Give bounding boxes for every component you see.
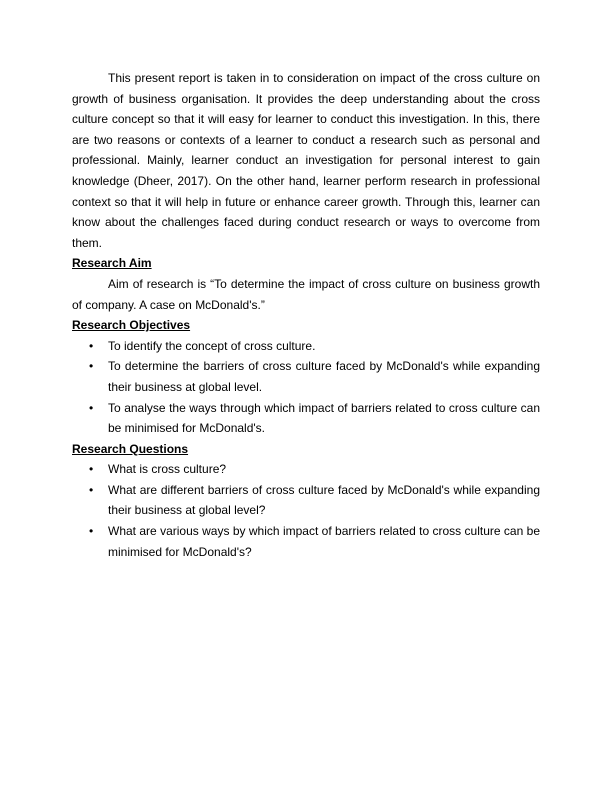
objective-text: To determine the barriers of cross culture faced by McDonald's while expanding their business at global level. — [108, 359, 540, 394]
bullet-icon: • — [89, 359, 94, 374]
question-item — [72, 521, 540, 562]
bullet-icon: • — [89, 524, 94, 539]
research-questions-heading: Research Questions — [72, 441, 189, 456]
research-aim-text: Aim of research is “To determine the impact of cross culture on business growth of company. A case on McDonald's.” — [72, 276, 540, 312]
bullet-icon: • — [89, 338, 94, 353]
question-item — [72, 459, 540, 480]
objective-item — [72, 398, 540, 439]
objective-text: To identify the concept of cross culture. — [108, 338, 316, 353]
objective-item — [72, 356, 540, 397]
intro-paragraph: This present report is taken in to consideration on impact of the cross culture on growth of business organisation. It provides the deep understanding about the cross culture concept so that it will easy for learner to conduct this investigation. In this, there are two reasons or contexts of a learner to conduct a research such as personal and professional. Mainly, learner conduct an investigation for personal interest to gain knowledge (Dheer, 2017). On the other hand, learner perform research in professional context so that it will help in future or enhance career growth. Through this, learner can know about the challenges faced during conduct research or ways to overcome from them. — [72, 71, 540, 250]
research-objectives-list — [72, 336, 540, 439]
objective-text: To analyse the ways through which impact of barriers related to cross culture can be minimised for McDonald's. — [108, 400, 540, 436]
question-text: What is cross culture? — [108, 462, 227, 477]
bullet-icon: • — [89, 482, 94, 497]
bullet-icon: • — [89, 462, 94, 477]
question-text: What are various ways by which impact of barriers related to cross culture can be minimised for McDonald's? — [108, 524, 540, 559]
objective-item — [72, 336, 540, 357]
research-questions-list — [72, 459, 540, 562]
question-text: What are different barriers of cross culture faced by McDonald's while expanding their business at global level? — [108, 482, 540, 518]
bullet-icon: • — [89, 400, 94, 415]
research-objectives-heading: Research Objectives — [72, 318, 191, 333]
page-content — [72, 68, 540, 562]
question-item — [72, 480, 540, 521]
research-aim-heading: Research Aim — [72, 256, 152, 271]
